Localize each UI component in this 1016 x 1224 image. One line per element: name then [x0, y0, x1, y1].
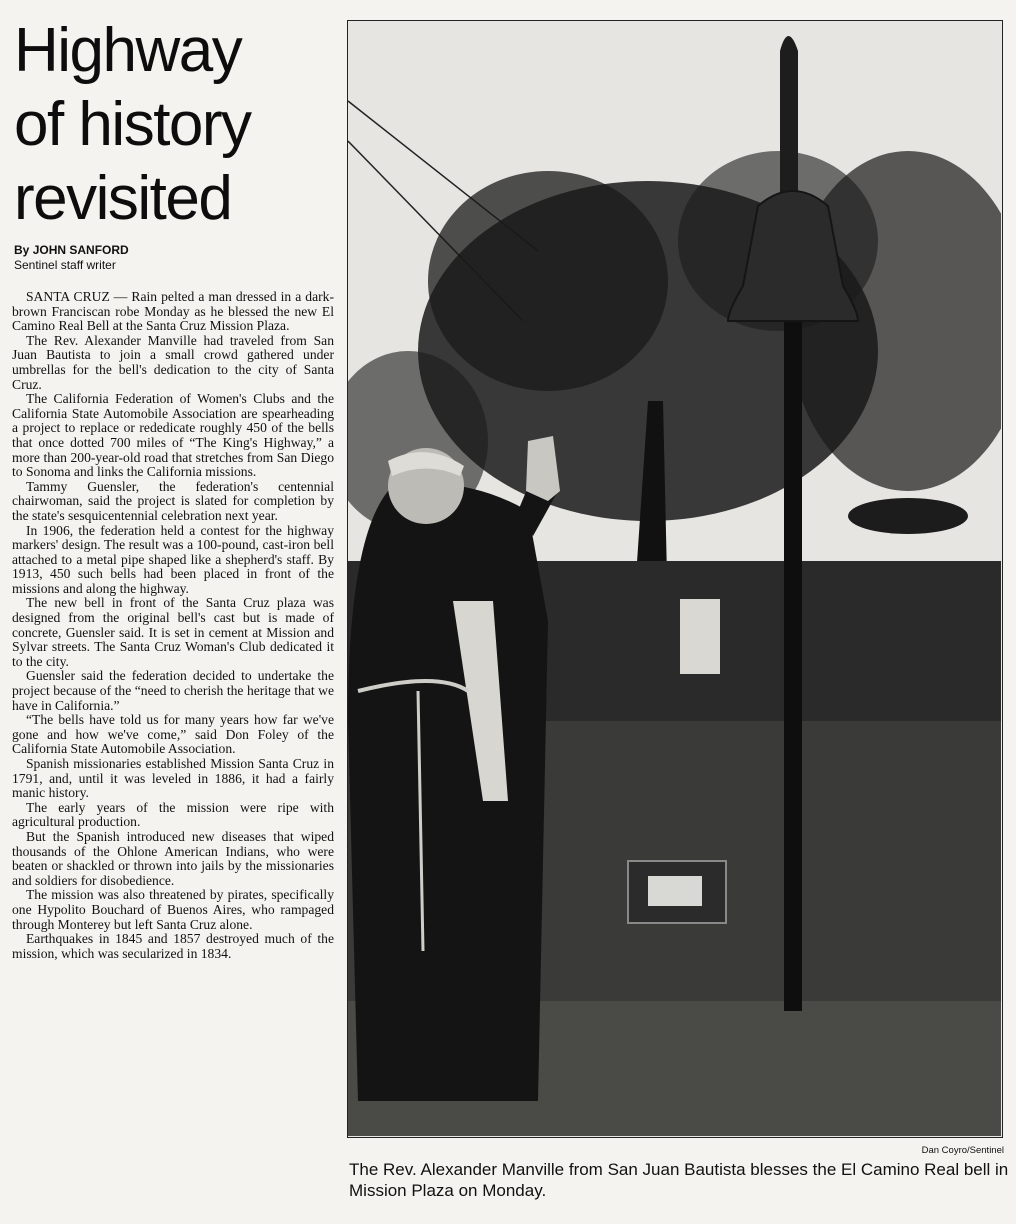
photo-credit: Dan Coyro/Sentinel	[921, 1145, 1004, 1156]
paragraph: Guensler said the federation decided to undertake the project because of the “need to cherish the heritage that we have in California.”	[12, 668, 334, 713]
paragraph: The early years of the mission were ripe with agricultural production.	[12, 799, 334, 830]
paragraph: SANTA CRUZ — Rain pelted a man dressed in a dark-brown Franciscan robe Monday as he blessed the new El Camino Real Bell at the Santa Cruz Mission Plaza.	[12, 289, 334, 334]
headline-line-3: revisited	[14, 164, 232, 233]
headline-line-2: of history	[14, 90, 251, 159]
paragraph: The mission was also threatened by pirates, specifically one Hypolito Bouchard of Buenos Aires, who rampaged through Monterey but left Santa Cruz alone.	[12, 887, 334, 932]
paragraph: But the Spanish introduced new diseases that wiped thousands of the Ohlone American Indians, who were beaten or shackled or thrown into jails by the missionaries and soldiers for disobedience.	[12, 828, 334, 888]
white-post	[680, 599, 720, 674]
pole-hook	[780, 36, 798, 201]
paragraph: The Rev. Alexander Manville had traveled from San Juan Bautista to join a small crowd gathered under umbrellas for the bell's dedication to the city of Santa Cruz.	[12, 332, 334, 392]
umbrella	[848, 498, 968, 534]
paragraph: In 1906, the federation held a contest for the highway markers' design. The result was a 100-pound, cast-iron bell attached to a metal pipe shaped like a shepherd's staff. By 1913, 450 such bells had been placed in front of the missions and along the highway.	[12, 522, 334, 596]
bell-pole	[784, 321, 802, 1011]
headline-line-1: Highway	[14, 16, 242, 85]
article-body	[12, 290, 334, 961]
paragraph: Earthquakes in 1845 and 1857 destroyed much of the mission, which was secularized in 1834.	[12, 931, 334, 961]
byline-prefix: By	[14, 243, 30, 257]
news-photo	[347, 20, 1003, 1138]
headline	[14, 14, 344, 236]
photo-illustration	[348, 21, 1001, 1136]
plaque-plate	[648, 876, 702, 906]
paragraph: Spanish missionaries established Mission Santa Cruz in 1791, and, until it was leveled in 1886, it had a fairly manic history.	[12, 756, 334, 801]
author-role: Sentinel staff writer	[14, 258, 116, 272]
priest-figure	[348, 436, 560, 1101]
paragraph: “The bells have told us for many years how far we've gone and how we've come,” said Don Foley of the California State Automobile Association.	[12, 712, 334, 757]
paragraph: The new bell in front of the Santa Cruz plaza was designed from the original bell's cast but is made of concrete, Guensler said. It is set in cement at Mission and Sylvar streets. The Santa Cruz Woman's Club dedicated it to the city.	[12, 595, 334, 669]
paragraph: Tammy Guensler, the federation's centennial chairwoman, said the project is slated for completion by the state's sesquicentennial celebration next year.	[12, 478, 334, 523]
author-name: JOHN SANFORD	[32, 243, 129, 257]
byline	[14, 243, 129, 273]
paragraph: The California Federation of Women's Clubs and the California State Automobile Association are spearheading a project to replace or rededicate roughly 450 of the bells that once dotted 700 miles of “The King's Highway,” a more than 200-year-old road that stretches from San Diego to Sonoma and links the California missions.	[12, 391, 334, 480]
photo-caption: The Rev. Alexander Manville from San Juan Bautista blesses the El Camino Real bell in Mission Plaza on Monday.	[349, 1160, 1009, 1200]
